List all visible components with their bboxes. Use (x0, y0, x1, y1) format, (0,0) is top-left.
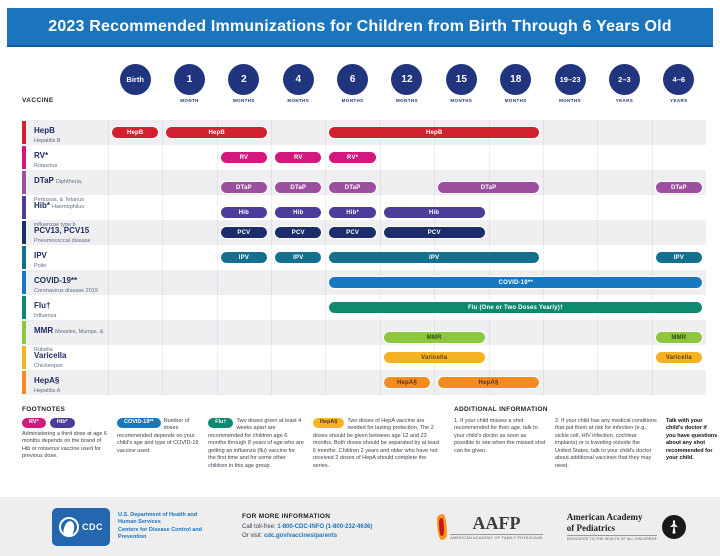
vaccine-name: Varicella (34, 351, 67, 361)
aafp-logo (437, 514, 542, 540)
vaccine-row-label (22, 245, 108, 269)
dose-pill: HepA§ (437, 376, 540, 389)
footnote-text: Administering a third dose at age 6 months depends on the brand of Hib or rotavirus vaccine used for previous dose. (22, 431, 107, 460)
vaccine-row-label (22, 370, 108, 394)
dose-pill: MMR (383, 331, 486, 344)
aafp-name: AAFP (472, 512, 521, 533)
vaccine-name: MMR (34, 326, 54, 335)
additional-info-item: 2. If your child has any medical conditions that put them at risk for infection (e.g., sickle cell, HIV infection, cochlear implants) or is traveling outside the United States, talk to your child's doctor about additional vaccines that they may need. (555, 418, 657, 469)
vaccine-subtitle: Influenza (34, 313, 57, 320)
age-header (22, 64, 706, 106)
footnotes-heading: FOOTNOTES (22, 406, 66, 413)
dose-pill: Flu (One or Two Doses Yearly)† (328, 301, 703, 314)
vaccine-subtitle: Coronavirus disease 2019 (34, 288, 98, 295)
vaccine-row-label (22, 270, 108, 294)
dose-pill: Varicella (655, 351, 703, 364)
cdc-logo-text: CDC (82, 521, 103, 532)
dose-pill: PCV (220, 226, 268, 239)
age-unit-label: YEARS (615, 98, 634, 103)
dose-pill: HepB (111, 126, 159, 139)
vaccine-subtitle: Polio (34, 263, 47, 270)
vaccine-row-label (22, 220, 108, 244)
vaccine-subtitle: Hepatitis A (34, 388, 61, 395)
footnote-pill: Hib* (50, 418, 75, 428)
dose-pill: HepB (328, 126, 539, 139)
vaccine-name: Flu† (34, 301, 51, 311)
age-unit-label: MONTHS (396, 98, 418, 103)
vaccine-subtitle: Rotavirus (34, 163, 58, 170)
age-circle-label: 12 (391, 64, 422, 95)
dose-pill: PCV (274, 226, 322, 239)
footnote-pill: COVID-19** (117, 418, 161, 428)
age-column-12 (380, 64, 434, 106)
vaccine-subtitle: Measles, Mumps, & Rubella (34, 329, 104, 353)
vaccine-subtitle: Diphtheria, Pertussis, & Tetanus (34, 179, 85, 203)
vaccine-name: COVID-19** (34, 276, 78, 286)
dose-pill: DTaP (220, 181, 268, 194)
chart-rows (22, 120, 706, 395)
age-unit-label: MONTHS (559, 98, 582, 103)
aap-seal-icon (662, 515, 686, 539)
vaccine-name: RV* (34, 151, 49, 161)
vaccine-row (22, 295, 706, 320)
vaccine-name: Hib* (34, 201, 50, 210)
dose-pill: DTaP (437, 181, 540, 194)
dose-pill: Varicella (383, 351, 486, 364)
call-prefix: Call toll-free: (242, 523, 276, 530)
additional-info-emphasis: Talk with your child's doctor if you have questions about any shot recommended for your child. (666, 418, 718, 462)
vaccine-name: PCV13, PCV15 (34, 226, 90, 236)
vaccine-row-label (22, 120, 108, 144)
dose-pill: Hib* (328, 206, 376, 219)
dose-pill: RV (274, 151, 322, 164)
age-circle-label: 19–23 (555, 64, 586, 95)
age-unit-label: MONTHS (450, 98, 473, 103)
title-bar (7, 8, 713, 47)
dose-pill: RV (220, 151, 268, 164)
age-column-15 (434, 64, 488, 106)
visit-prefix: Or visit: (242, 532, 263, 539)
vaccine-row (22, 245, 706, 270)
age-circle-label: Birth (120, 64, 151, 95)
age-circle-label: 4–6 (663, 64, 694, 95)
footnote-pill: Flu† (208, 418, 233, 428)
age-circle-label: 4 (283, 64, 314, 95)
vaccine-row-label (22, 145, 108, 169)
dose-pill: DTaP (328, 181, 376, 194)
footnote-pill: HepA§ (313, 418, 344, 428)
age-column-19-23 (543, 64, 597, 106)
dose-pill: IPV (220, 251, 268, 264)
footnotes-items (22, 418, 440, 470)
dose-pill: PCV (328, 226, 376, 239)
dose-pill: IPV (655, 251, 703, 264)
cdc-globe-icon (59, 517, 79, 537)
vaccine-row (22, 145, 706, 170)
dose-pill: MMR (655, 331, 703, 344)
additional-info-items (454, 418, 718, 470)
footer (0, 497, 720, 556)
website-link[interactable]: cdc.gov/vaccines/parents (264, 532, 338, 539)
footnote-text: Two doses of HepA vaccine are needed for lasting protection. The 2 doses should be given between age 12 and 23 months. Both doses should be separated by at least 6 months. Children 2 years and older who have not received 2 doses of HepA should complete the series. (312, 418, 440, 469)
vaccine-row (22, 270, 706, 295)
hhs-line2: Centers for Disease Control and Prevention (118, 526, 203, 540)
vaccine-subtitle: Hepatitis B (34, 138, 61, 145)
vaccine-row (22, 120, 706, 145)
vaccine-row (22, 370, 706, 395)
dose-pill: DTaP (655, 181, 703, 194)
age-column-6 (325, 64, 379, 106)
aafp-flame-icon (437, 514, 447, 540)
dose-pill: DTaP (274, 181, 322, 194)
additional-info-group (454, 406, 718, 470)
age-unit-label: MONTHS (504, 98, 527, 103)
dose-pill: HepA§ (383, 376, 431, 389)
dose-pill: Hib (274, 206, 322, 219)
dose-pill: Hib (220, 206, 268, 219)
age-unit-label: MONTH (180, 98, 199, 103)
aap-tagline: DEDICATED TO THE HEALTH OF ALL CHILDREN® (566, 536, 657, 541)
footnote (208, 418, 304, 470)
age-circle-label: 2–3 (609, 64, 640, 95)
cdc-logo (52, 508, 110, 546)
age-circle-label: 15 (446, 64, 477, 95)
additional-info-item: 1. If your child misses a shot recommended for their age, talk to your child's doctor as soon as possible to see when the missed shot can be given. (454, 418, 546, 454)
vaccine-column-label: VACCINE (22, 97, 54, 104)
notes-section (22, 406, 718, 470)
age-circle-label: 18 (500, 64, 531, 95)
vaccine-row (22, 220, 706, 245)
vaccine-subtitle: Haemophilus influenzae type b (34, 204, 85, 228)
dose-pill: IPV (274, 251, 322, 264)
phone-link[interactable]: 1-800-CDC-INFO (1-800-232-4636) (277, 523, 373, 530)
age-column-2 (217, 64, 271, 106)
more-info-heading: FOR MORE INFORMATION (242, 512, 331, 520)
more-info-block (242, 513, 432, 541)
age-column-4 (271, 64, 325, 106)
immunization-chart (22, 120, 706, 395)
vaccine-subtitle: Chickenpox (34, 363, 63, 370)
age-unit-label: MONTHS (232, 98, 255, 103)
vaccine-row-label (22, 295, 108, 319)
dose-pill: COVID-19** (328, 276, 703, 289)
dose-pill: PCV (383, 226, 486, 239)
vaccine-name: HepB (34, 126, 55, 136)
page-title: 2023 Recommended Immunizations for Children from Birth Through 6 Years Old (48, 17, 672, 35)
vaccine-row (22, 170, 706, 203)
call-line (242, 523, 432, 541)
footnote (117, 418, 199, 470)
additional-info-heading: ADDITIONAL INFORMATION (454, 406, 548, 413)
aap-name: American Academy of Pediatrics (566, 512, 643, 533)
age-circle-label: 6 (337, 64, 368, 95)
hhs-text (118, 512, 216, 541)
aap-logo (567, 512, 686, 541)
footnote-text: Number of doses recommended depends on your child's age and type of COVID-19 vaccine used. (117, 418, 199, 454)
age-unit-label: MONTHS (341, 98, 364, 103)
age-unit-label: YEARS (670, 98, 688, 103)
age-column-4-6 (652, 64, 706, 106)
footnote (313, 418, 440, 470)
dose-pill: RV* (328, 151, 376, 164)
footnote-pills (22, 418, 108, 428)
age-column-Birth (108, 64, 162, 106)
age-column-1 (162, 64, 216, 106)
dose-pill: Hib (383, 206, 486, 219)
vaccine-name: IPV (34, 251, 47, 261)
vaccine-row (22, 320, 706, 353)
footnote-text: Two doses given at least 4 weeks apart are recommended for children age 6 months through 8 years of age who are getting an influenza (flu) vaccine for the first time and for some other children in this age group. (208, 418, 304, 469)
vaccine-row (22, 195, 706, 228)
footnotes-group (22, 406, 440, 470)
vaccine-name: DTaP (34, 176, 54, 185)
age-unit-label: MONTHS (287, 98, 310, 103)
vaccine-name: HepA§ (34, 376, 60, 386)
age-circle-label: 1 (174, 64, 205, 95)
footnote-pill: RV* (22, 418, 46, 428)
vaccine-row-label (22, 345, 108, 369)
vaccine-subtitle: Pneumococcal disease (34, 238, 91, 245)
dose-pill: HepB (165, 126, 268, 139)
aafp-tagline: AMERICAN ACADEMY OF FAMILY PHYSICIANS (450, 535, 543, 540)
age-column-18 (489, 64, 543, 106)
vaccine-row (22, 345, 706, 370)
dose-pill: IPV (328, 251, 539, 264)
age-column-2-3 (597, 64, 651, 106)
age-circle-label: 2 (228, 64, 259, 95)
hhs-line1: U.S. Department of Health and Human Services (118, 512, 198, 526)
footnote (22, 418, 108, 470)
